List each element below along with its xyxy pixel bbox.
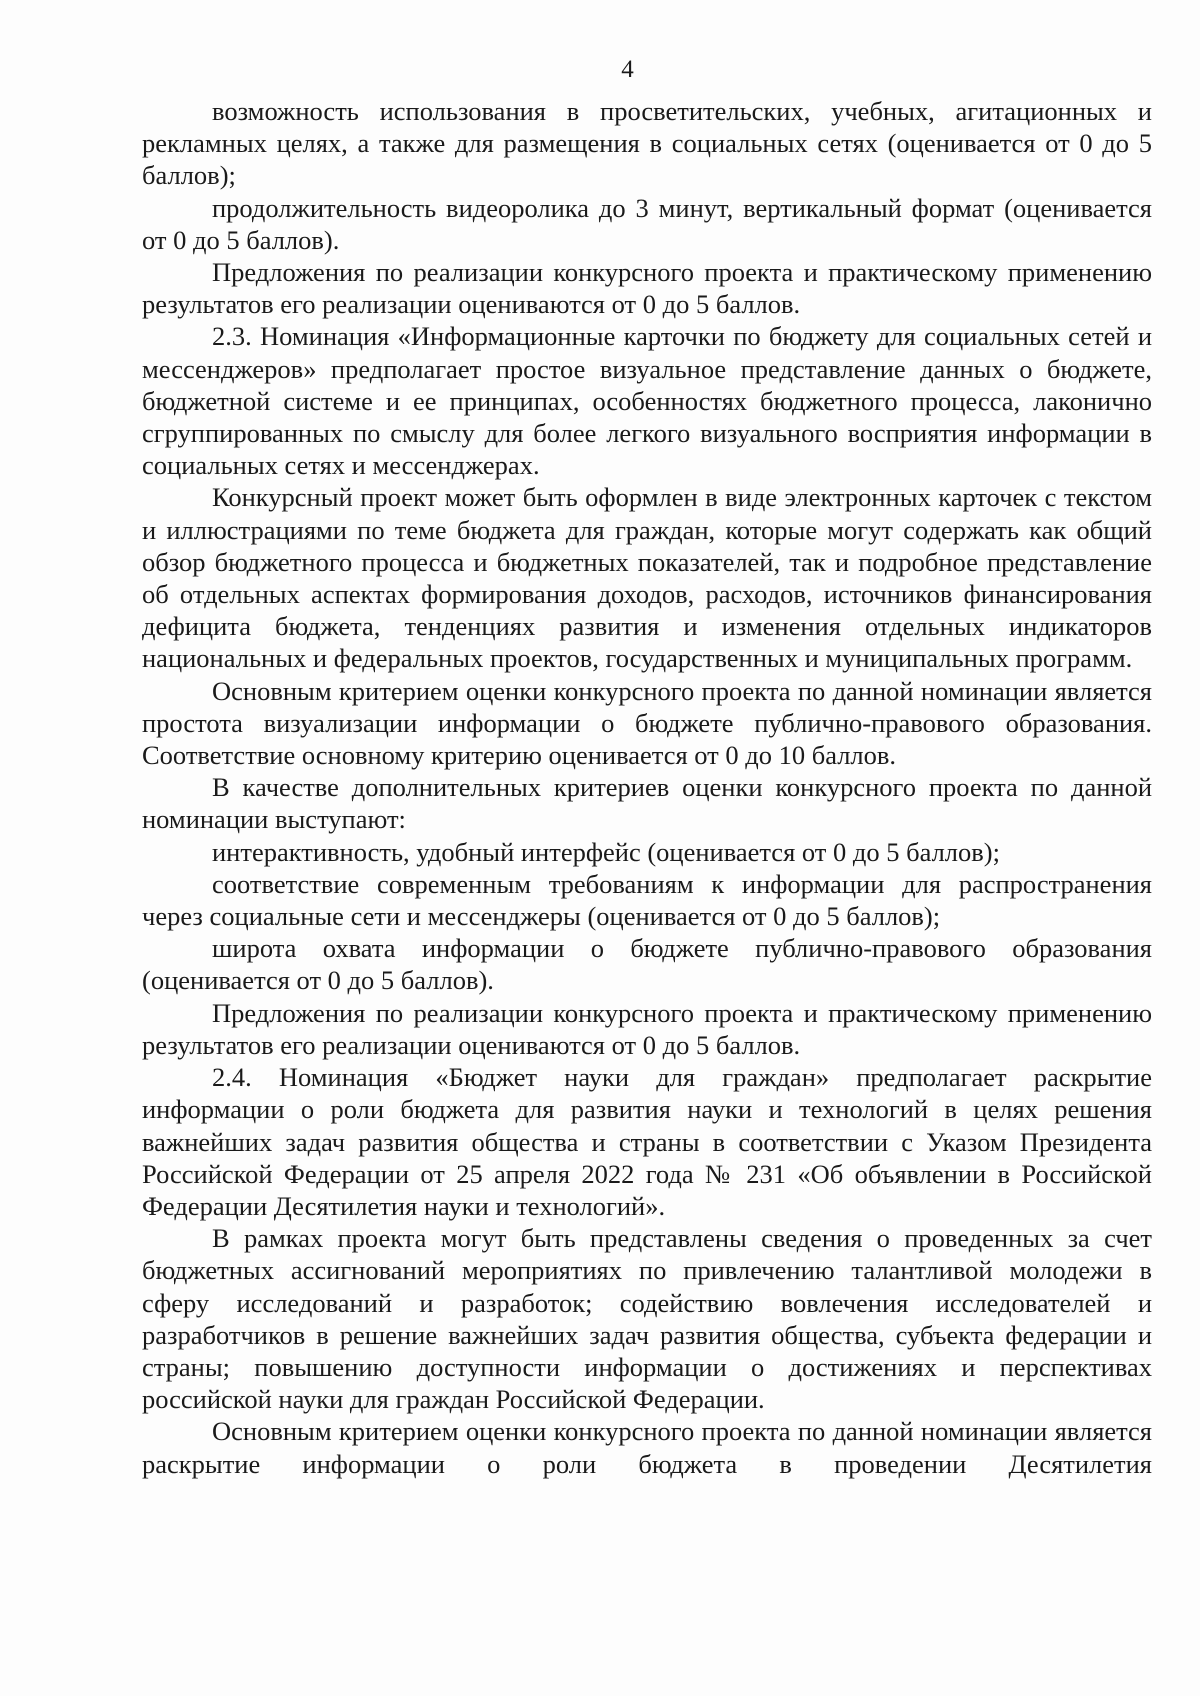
- paragraph-criterion-coverage: широта охвата информации о бюджете публично-правового образования (оценивается от 0 до 5 баллов).: [142, 933, 1152, 996]
- paragraph-nomination-2-4: 2.4. Номинация «Бюджет науки для граждан» предполагает раскрытие информации о роли бюджета для развития науки и технологий в целях решения важнейших задач развития общества и страны в соответствии с Указом Президента Российской Федерации от 25 апреля 2022 года № 231 «Об объявлении в Российской Федерации Десятилетия науки и технологий».: [142, 1062, 1152, 1221]
- paragraph-proposals: Предложения по реализации конкурсного проекта и практическому применению результатов его реализации оцениваются от 0 до 5 баллов.: [142, 257, 1152, 320]
- paragraph-nomination-2-3: 2.3. Номинация «Информационные карточки по бюджету для социальных сетей и мессенджеров» предполагает простое визуальное представление данных о бюджете, бюджетной системе и ее принципах, особенностях бюджетного процесса, лаконично сгруппированных по смыслу для более легкого визуального восприятия информации в социальных сетях и мессенджерах.: [142, 321, 1152, 481]
- paragraph-criterion-requirements: соответствие современным требованиям к информации для распространения через социальные сети и мессенджеры (оценивается от 0 до 5 баллов);: [142, 868, 1152, 932]
- paragraph-main-criterion-2: Основным критерием оценки конкурсного проекта по данной номинации является раскрытие информации о роли бюджета в проведении Десятилетия: [142, 1416, 1152, 1479]
- paragraph-criterion-duration: продолжительность видеоролика до 3 минут, вертикальный формат (оценивается от 0 до 5 баллов).: [142, 192, 1152, 255]
- paragraph-criterion-usage: возможность использования в просветительских, учебных, агитационных и рекламных целях, а также для размещения в социальных сетях (оценивается от 0 до 5 баллов);: [142, 96, 1152, 191]
- page-number: 4: [621, 56, 634, 83]
- paragraph-main-criterion: Основным критерием оценки конкурсного проекта по данной номинации является простота визуализации информации о бюджете публично-правового образования. Соответствие основному критерию оценивается от 0 до 10 баллов.: [142, 675, 1152, 771]
- paragraph-project-format: Конкурсный проект может быть оформлен в виде электронных карточек с текстом и иллюстрациями по теме бюджета для граждан, которые могут содержать как общий обзор бюджетного процесса и бюджетных показателей, так и подробное представление об отдельных аспектах формирования доходов, расходов, источников финансирования дефицита бюджета, тенденциях развития и изменения отдельных индикаторов национальных и федеральных проектов, государственных и муниципальных программ.: [142, 482, 1152, 674]
- paragraph-additional-criteria: В качестве дополнительных критериев оценки конкурсного проекта по данной номинации выступают:: [142, 772, 1152, 835]
- paragraph-proposals-2: Предложения по реализации конкурсного проекта и практическому применению результатов его реализации оцениваются от 0 до 5 баллов.: [142, 997, 1152, 1060]
- paragraph-project-content: В рамках проекта могут быть представлены сведения о проведенных за счет бюджетных ассигнований мероприятиях по привлечению талантливой молодежи в сферу исследований и разработок; содействию вовлечения исследователей и разработчиков в решение важнейших задач развития общества, субъекта федерации и страны; повышению доступности информации о достижениях и перспективах российской науки для граждан Российской Федерации.: [142, 1223, 1152, 1415]
- paragraph-criterion-interactivity: интерактивность, удобный интерфейс (оценивается от 0 до 5 баллов);: [212, 836, 1000, 867]
- document-body: [142, 95, 1152, 1480]
